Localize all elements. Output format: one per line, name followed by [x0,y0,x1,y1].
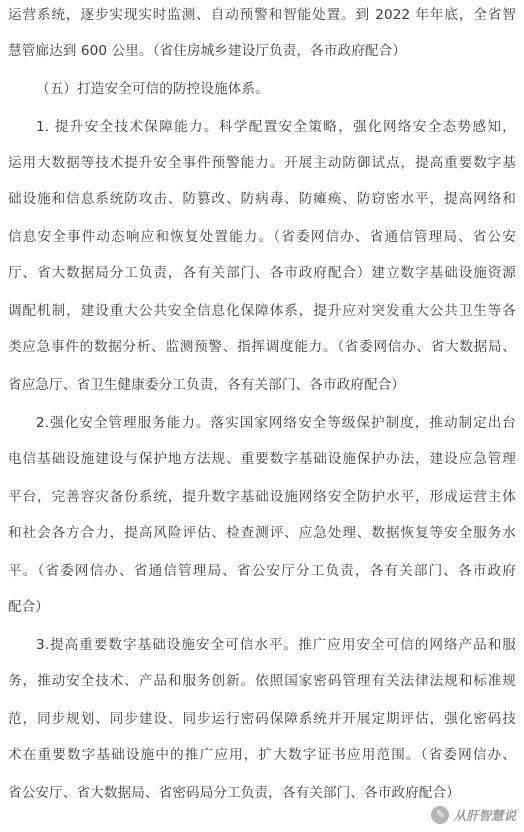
text-line: 平台，完善容灾备份系统，提升数字基础设施网络安全防护水平，形成运营主体 [8,489,516,505]
text-line: 慧管廊达到 600 公里。（省住房城乡建设厅负责，各市政府配合） [8,43,407,59]
watermark [431,806,516,824]
wechat-logo-icon: ✎ [431,806,449,824]
text-line: 务，推动安全技术、产品和服务创新。依照国家密码管理有关法律法规和标准规 [8,673,516,689]
text-line: 电信基础设施建设与保护地方法规、重要数字基础设施保护办法，建设应急管理 [8,451,516,467]
text-line: 配合） [8,599,50,615]
text-line: 平。（省委网信办、省通信管理局、省公安厅分工负责，各有关部门、各市政府 [8,563,516,579]
text-line: 2.强化安全管理服务能力。落实国家网络安全等级保护制度，推动制定出台 [36,415,516,431]
section-heading: （五）打造安全可信的防控设施体系。 [36,81,269,97]
text-line: 调配机制，建设重大公共安全信息化保障体系，提升应对突发重大公共卫生等各 [8,303,516,319]
text-line: 类应急事件的数据分析、监测预警、指挥调度能力。（省委网信办、省大数据局、 [8,339,516,355]
text-line: 省公安厅、省大数据局、省密码局分工负责，各有关部门、各市政府配合） [8,785,460,801]
text-line: 3.提高重要数字基础设施安全可信水平。推广应用安全可信的网络产品和服 [36,637,516,653]
text-line: 1. 提升安全技术保障能力。科学配置安全策略，强化网络安全态势感知， [36,119,516,135]
text-line: 厅、省大数据局分工负责，各有关部门、各市政府配合）建立数字基础设施资源 [8,265,516,281]
text-line: 础设施和信息系统防攻击、防篡改、防病毒、防瘫痪、防窃密水平，提高网络和 [8,191,516,207]
text-line: 范，同步规划、同步建设、同步运行密码保障系统并开展定期评估，强化密码技 [8,711,516,727]
text-line: 运营系统，逐步实现实时监测、自动预警和智能处置。到 2022 年年底，全省智 [8,7,516,23]
text-line: 术在重要数字基础设施中的推广应用，扩大数字证书应用范围。（省委网信办、 [8,747,516,763]
text-line: 省应急厅、省卫生健康委分工负责，各有关部门、各市政府配合） [8,377,406,393]
text-line: 运用大数据等技术提升安全事件预警能力。开展主动防御试点，提高重要数字基 [8,155,516,171]
text-line: 信息安全事件动态响应和恢复处置能力。（省委网信办、省通信管理局、省公安 [8,229,516,245]
watermark-text: 从肝智慧说 [453,808,516,823]
text-line: 和社会各方合力，提高风险评估、检查测评、应急处理、数据恢复等安全服务水 [8,525,516,541]
